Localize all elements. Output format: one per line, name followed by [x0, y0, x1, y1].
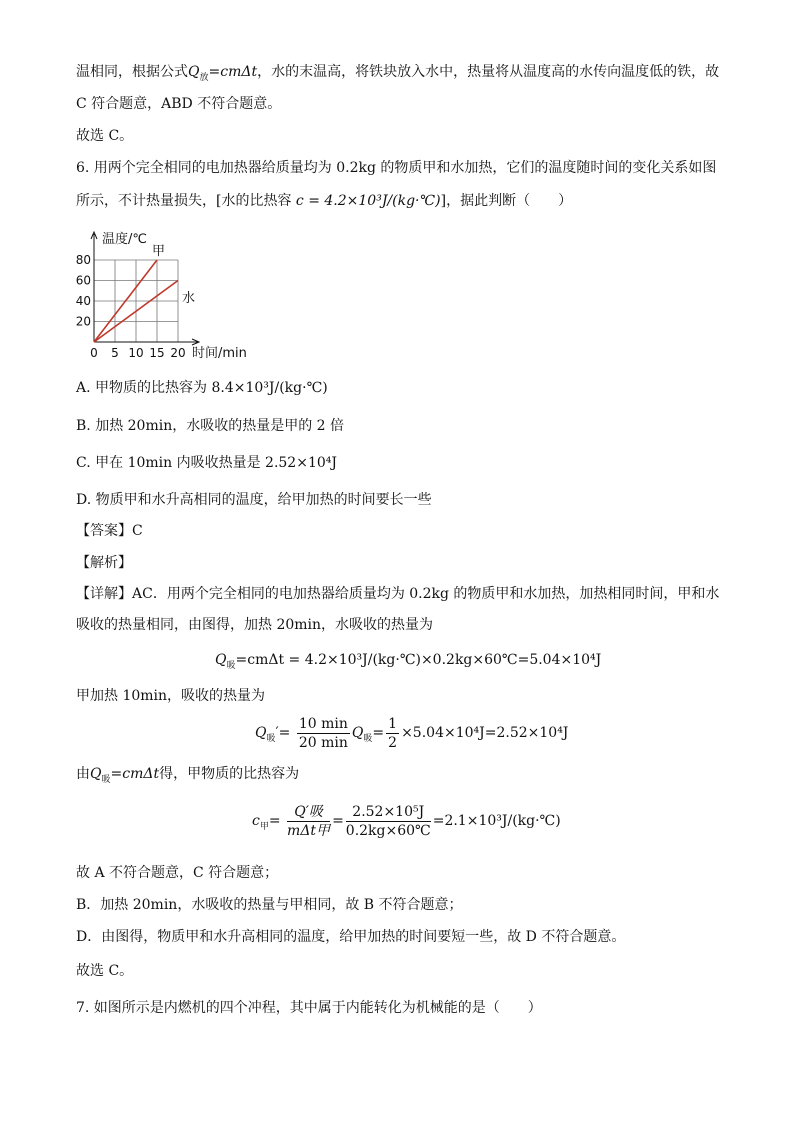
- eq-symbol: Q: [215, 652, 227, 668]
- numerator: Q′吸: [287, 803, 330, 822]
- text-line: 故选 C。: [76, 128, 134, 144]
- detail-line: D．由图得，物质甲和水升高相同的温度，给甲加热的时间要短一些，故 D 不符合题意。: [76, 929, 626, 945]
- text-line: [76, 62, 719, 82]
- equation-2: [255, 714, 568, 752]
- equation-3: [252, 798, 561, 844]
- eq-prime: ′=: [275, 725, 291, 741]
- text-fragment: ，水的末温高，将铁块放入水中，热量将从温度高的水传向温度低的铁，故: [257, 64, 720, 80]
- eq-equals: =: [268, 813, 281, 829]
- option-a: A. 甲物质的比热容为 8.4×10³J/(kg·℃): [76, 380, 328, 396]
- eq-equals: =: [372, 725, 385, 741]
- formula: c = 4.2×10³J/(kg·℃): [295, 193, 441, 209]
- eq-sub: 吸: [226, 660, 236, 671]
- fraction: [297, 715, 350, 752]
- formula-q: Q: [90, 766, 102, 782]
- formula-sub: 吸: [101, 774, 111, 785]
- eq-equals: =: [332, 813, 344, 829]
- answer: 【答案】C: [76, 523, 143, 539]
- x-tick-label: 5: [111, 346, 119, 360]
- option-b: B. 加热 20min，水吸收的热量是甲的 2 倍: [76, 418, 345, 434]
- x-tick-label: 15: [149, 346, 165, 360]
- temperature-time-chart: [76, 228, 266, 364]
- text-fragment: 得，甲物质的比热容为: [159, 766, 300, 782]
- y-axis-title: 温度/℃: [102, 232, 147, 247]
- fraction: [287, 803, 330, 840]
- question-6-stem: 6. 用两个完全相同的电加热器给质量均为 0.2kg 的物质甲和水加热，它们的温度随时间的变化关系如图: [76, 160, 717, 176]
- detail-line: 故 A 不符合题意，C 符合题意；: [76, 865, 279, 881]
- option-d: D. 物质甲和水升高相同的温度，给甲加热的时间要长一些: [76, 492, 432, 508]
- y-tick-label: 60: [76, 273, 91, 288]
- eq-symbol: Q: [351, 725, 364, 741]
- numerator: 2.52×10⁵J: [346, 803, 431, 822]
- series-label-water: 水: [182, 291, 196, 306]
- numerator: 10 min: [298, 715, 348, 732]
- equation-1: [215, 650, 601, 670]
- fraction: [386, 715, 399, 752]
- text-fragment: ]，据此判断（ ）: [440, 193, 573, 209]
- eq-sub: 吸: [266, 733, 276, 744]
- detail-line: [76, 764, 299, 784]
- denominator: mΔt甲: [287, 822, 331, 839]
- formula-rest: =cmΔt: [208, 64, 258, 80]
- y-tick-label: 20: [76, 314, 91, 329]
- analysis-title: 【解析】: [76, 555, 132, 571]
- text-fragment: 温相同，根据公式: [76, 64, 188, 80]
- question-7-stem: 7. 如图所示是内燃机的四个冲程，其中属于内能转化为机械能的是（ ）: [76, 1000, 542, 1016]
- chart-grid: [94, 260, 178, 342]
- eq-sub: 甲: [259, 821, 269, 832]
- x-tick-label: 10: [128, 346, 144, 360]
- denominator: 20 min: [298, 734, 348, 751]
- eq-rest: ×5.04×10⁴J=2.52×10⁴J: [401, 725, 569, 741]
- denominator: 0.2kg×60℃: [345, 822, 431, 839]
- detail-line: 【详解】AC．用两个完全相同的电加热器给质量均为 0.2kg 的物质甲和水加热，加热相同时间，甲和水: [76, 586, 720, 602]
- detail-line: 吸收的热量相同，由图得，加热 20min，水吸收的热量为: [76, 617, 434, 633]
- detail-line: 故选 C。: [76, 963, 134, 979]
- option-c: C. 甲在 10min 内吸收热量是 2.52×10⁴J: [76, 455, 337, 471]
- text-line: C 符合题意，ABD 不符合题意。: [76, 96, 282, 112]
- text-fragment: 所示，不计热量损失，[水的比热容: [76, 193, 292, 209]
- x-axis-title: 时间/min: [192, 346, 247, 361]
- detail-line: 甲加热 10min，吸收的热量为: [76, 688, 266, 704]
- question-6-stem-2: [76, 191, 572, 211]
- eq-rest: =2.1×10³J/(kg·℃): [432, 813, 561, 829]
- eq-symbol: Q: [255, 725, 267, 741]
- fraction: [346, 803, 431, 840]
- eq-rhs: =cmΔt = 4.2×10³J/(kg·℃)×0.2kg×60℃=5.04×10⁴J: [235, 652, 602, 668]
- formula-rest: =cmΔt: [110, 766, 160, 782]
- detail-line: B．加热 20min，水吸收的热量与甲相同，故 B 不符合题意；: [76, 897, 463, 913]
- numerator: 1: [388, 715, 398, 732]
- eq-sub: 吸: [363, 733, 373, 744]
- denominator: 2: [388, 734, 398, 751]
- formula-sub: 放: [199, 72, 209, 83]
- series-label-jia: 甲: [152, 244, 166, 259]
- x-tick-label: 0: [90, 346, 98, 360]
- text-fragment: 由: [76, 766, 90, 782]
- y-tick-label: 80: [76, 253, 91, 267]
- eq-symbol: c: [252, 813, 260, 829]
- y-tick-label: 40: [76, 294, 91, 308]
- x-tick-label: 20: [170, 346, 186, 360]
- chart-axes: [91, 232, 199, 345]
- formula-q: Q: [188, 64, 200, 80]
